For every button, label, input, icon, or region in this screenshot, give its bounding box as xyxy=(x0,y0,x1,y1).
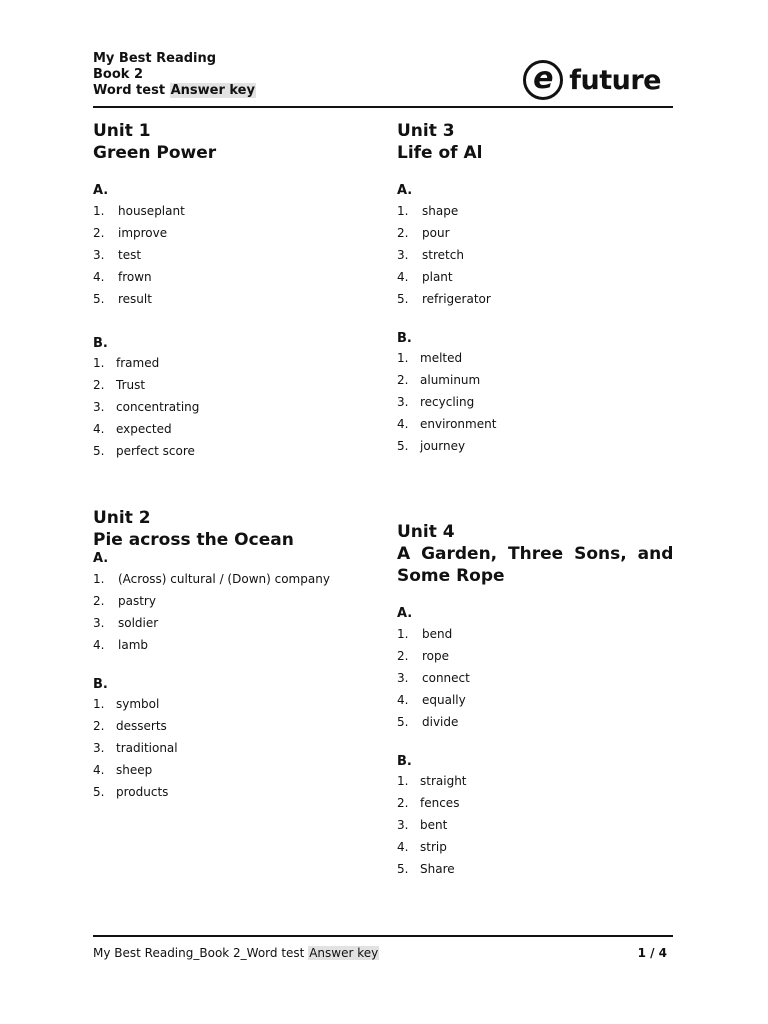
answer-list-a xyxy=(93,568,373,656)
list-item xyxy=(397,770,677,792)
list-item xyxy=(397,792,677,814)
item-number: 3. xyxy=(397,818,409,832)
section-a-label: A. xyxy=(93,551,109,566)
item-number: 1. xyxy=(397,774,409,788)
list-item xyxy=(93,352,373,374)
item-number: 2. xyxy=(93,226,105,240)
list-item xyxy=(93,759,373,781)
section-a xyxy=(93,183,373,310)
unit-title-line: Some Rope xyxy=(397,566,505,586)
section-b-label: B. xyxy=(397,754,412,769)
list-item xyxy=(397,288,677,310)
list-item xyxy=(93,200,373,222)
efuture-logo xyxy=(523,57,661,103)
section-b-label: B. xyxy=(93,336,108,351)
item-number: 4. xyxy=(93,422,105,436)
page-header xyxy=(93,51,673,107)
item-answer: (Across) cultural / (Down) company xyxy=(118,572,330,586)
item-answer: expected xyxy=(116,422,172,436)
item-answer: result xyxy=(118,292,152,306)
item-answer: aluminum xyxy=(420,373,481,387)
item-number: 5. xyxy=(397,439,409,453)
answer-list-b xyxy=(93,693,373,803)
item-number: 3. xyxy=(397,395,409,409)
item-number: 2. xyxy=(397,373,409,387)
footer-answer-key-highlight: Answer key xyxy=(309,946,379,960)
item-number: 2. xyxy=(397,226,409,240)
unit-heading xyxy=(397,521,677,587)
item-answer: stretch xyxy=(422,248,464,262)
item-number: 4. xyxy=(93,638,105,652)
item-number: 1. xyxy=(93,356,105,370)
item-answer: Share xyxy=(420,862,455,876)
item-answer: environment xyxy=(420,417,497,431)
list-item xyxy=(397,667,677,689)
list-item xyxy=(397,200,677,222)
item-answer: frown xyxy=(118,270,152,284)
list-item xyxy=(397,645,677,667)
list-item xyxy=(93,396,373,418)
list-item xyxy=(93,266,373,288)
item-number: 2. xyxy=(397,796,409,810)
list-item xyxy=(397,689,677,711)
item-answer: connect xyxy=(422,671,470,685)
item-answer: products xyxy=(116,785,169,799)
list-item xyxy=(93,374,373,396)
item-number: 2. xyxy=(397,649,409,663)
list-item xyxy=(93,693,373,715)
section-a-label: A. xyxy=(397,606,413,621)
list-item xyxy=(93,222,373,244)
list-item xyxy=(397,435,677,457)
item-number: 3. xyxy=(93,248,105,262)
item-number: 3. xyxy=(93,400,105,414)
list-item xyxy=(397,222,677,244)
logo-wordmark: future xyxy=(569,64,661,96)
item-number: 1. xyxy=(397,627,409,641)
item-answer: pastry xyxy=(118,594,156,608)
list-item xyxy=(93,612,373,634)
item-number: 1. xyxy=(93,697,105,711)
item-number: 2. xyxy=(93,719,105,733)
list-item xyxy=(93,288,373,310)
item-answer: sheep xyxy=(116,763,153,777)
item-number: 4. xyxy=(93,763,105,777)
section-a-label: A. xyxy=(93,183,109,198)
unit-1 xyxy=(93,120,373,462)
item-number: 1. xyxy=(93,204,105,218)
list-item xyxy=(93,244,373,266)
section-b xyxy=(397,331,677,457)
unit-4 xyxy=(397,521,677,880)
item-answer: symbol xyxy=(116,697,160,711)
answer-list-a xyxy=(93,200,373,310)
item-answer: test xyxy=(118,248,142,262)
item-answer: improve xyxy=(118,226,168,240)
unit-number: Unit 2 xyxy=(93,508,151,528)
item-answer: desserts xyxy=(116,719,167,733)
item-answer: lamb xyxy=(118,638,148,652)
list-item xyxy=(397,836,677,858)
footer-title-prefix: My Best Reading_Book 2_Word test xyxy=(93,946,309,960)
item-number: 5. xyxy=(93,785,105,799)
item-answer: bend xyxy=(422,627,453,641)
page-number: 1 / 4 xyxy=(637,946,667,960)
item-number: 4. xyxy=(397,693,409,707)
header-divider xyxy=(93,106,673,108)
page-footer xyxy=(93,944,667,962)
item-answer: perfect score xyxy=(116,444,195,458)
item-answer: equally xyxy=(422,693,466,707)
list-item xyxy=(397,266,677,288)
list-item xyxy=(93,590,373,612)
item-answer: refrigerator xyxy=(422,292,491,306)
item-answer: traditional xyxy=(116,741,178,755)
item-answer: pour xyxy=(422,226,450,240)
item-answer: journey xyxy=(420,439,466,453)
unit-heading xyxy=(93,507,373,551)
item-answer: concentrating xyxy=(116,400,200,414)
list-item xyxy=(93,737,373,759)
item-number: 5. xyxy=(93,292,105,306)
item-answer: soldier xyxy=(118,616,159,630)
list-item xyxy=(397,413,677,435)
unit-heading xyxy=(93,120,373,164)
item-number: 4. xyxy=(397,840,409,854)
footer-title xyxy=(93,946,379,960)
item-number: 2. xyxy=(93,594,105,608)
item-answer: divide xyxy=(422,715,459,729)
item-number: 5. xyxy=(397,292,409,306)
item-answer: houseplant xyxy=(118,204,185,218)
item-answer: shape xyxy=(422,204,459,218)
item-answer: fences xyxy=(420,796,460,810)
item-number: 5. xyxy=(397,862,409,876)
section-a xyxy=(93,551,373,656)
item-number: 4. xyxy=(93,270,105,284)
list-item xyxy=(397,711,677,733)
answer-list-b xyxy=(397,347,677,457)
unit-2 xyxy=(93,507,373,803)
list-item xyxy=(397,623,677,645)
item-number: 1. xyxy=(397,351,409,365)
item-answer: straight xyxy=(420,774,467,788)
answer-list-b xyxy=(397,770,677,880)
section-b-label: B. xyxy=(397,331,412,346)
item-answer: framed xyxy=(116,356,160,370)
item-answer: bent xyxy=(420,818,448,832)
section-a xyxy=(397,183,677,310)
unit-heading xyxy=(397,120,677,164)
item-answer: rope xyxy=(422,649,450,663)
section-b xyxy=(397,754,677,880)
list-item xyxy=(397,814,677,836)
list-item xyxy=(93,440,373,462)
answer-list-b xyxy=(93,352,373,462)
item-number: 1. xyxy=(397,204,409,218)
test-title-prefix: Word test xyxy=(93,83,170,98)
section-b xyxy=(93,336,373,462)
answer-list-a xyxy=(397,623,677,733)
logo-e-circle-icon: e xyxy=(523,60,563,100)
item-number: 4. xyxy=(397,417,409,431)
section-b-label: B. xyxy=(93,677,108,692)
item-number: 5. xyxy=(93,444,105,458)
unit-title-line: A Garden, Three Sons, and xyxy=(397,544,674,564)
list-item xyxy=(93,715,373,737)
item-number: 3. xyxy=(397,671,409,685)
unit-title-line: Life of Al xyxy=(397,143,483,163)
item-answer: plant xyxy=(422,270,453,284)
unit-title-line: Green Power xyxy=(93,143,217,163)
list-item xyxy=(93,418,373,440)
item-answer: melted xyxy=(420,351,463,365)
item-answer: Trust xyxy=(116,378,146,392)
list-item xyxy=(397,858,677,880)
list-item xyxy=(93,634,373,656)
series-title: My Best Reading xyxy=(93,51,217,66)
footer-divider xyxy=(93,935,673,937)
unit-title-line: Pie across the Ocean xyxy=(93,530,294,550)
item-number: 3. xyxy=(93,616,105,630)
unit-3 xyxy=(397,120,677,457)
item-number: 2. xyxy=(93,378,105,392)
list-item xyxy=(93,568,373,590)
list-item xyxy=(397,347,677,369)
list-item xyxy=(397,391,677,413)
book-title: Book 2 xyxy=(93,67,143,82)
item-number: 3. xyxy=(93,741,105,755)
section-a xyxy=(397,606,677,733)
unit-number: Unit 1 xyxy=(93,121,151,141)
item-number: 1. xyxy=(93,572,105,586)
list-item xyxy=(397,369,677,391)
item-number: 3. xyxy=(397,248,409,262)
list-item xyxy=(397,244,677,266)
unit-number: Unit 3 xyxy=(397,121,455,141)
section-b xyxy=(93,677,373,803)
item-number: 5. xyxy=(397,715,409,729)
answer-key-highlight: Answer key xyxy=(170,83,255,98)
unit-number: Unit 4 xyxy=(397,522,455,542)
answer-list-a xyxy=(397,200,677,310)
item-number: 4. xyxy=(397,270,409,284)
section-a-label: A. xyxy=(397,183,413,198)
item-answer: recycling xyxy=(420,395,475,409)
item-answer: strip xyxy=(420,840,447,854)
list-item xyxy=(93,781,373,803)
